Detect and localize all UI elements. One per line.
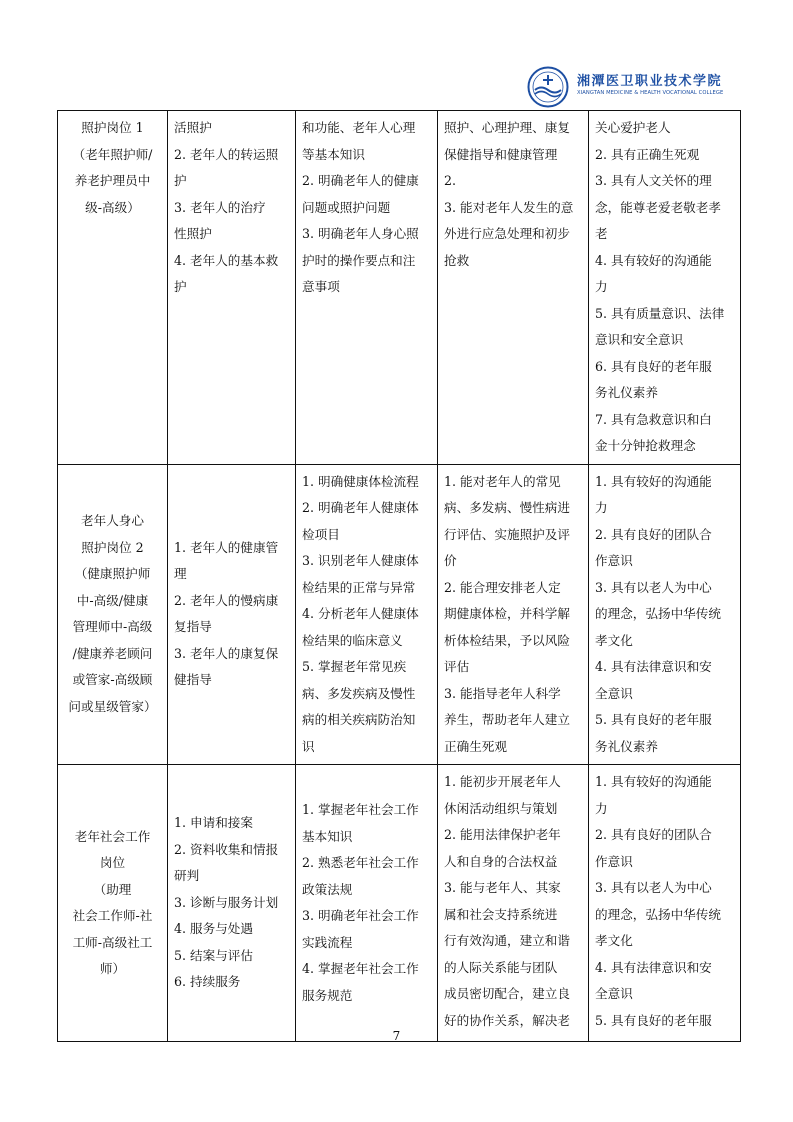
- cell-line: 社会工作师-社: [72, 908, 153, 923]
- cell-line: 3. 明确老年人身心照: [302, 226, 419, 241]
- cell-line: 4. 具有法律意识和安: [595, 659, 712, 674]
- cell-line: 5. 具有良好的老年服: [595, 712, 712, 727]
- cell-line: 1. 具有较好的沟通能: [595, 473, 712, 489]
- cell-line: 7. 具有急救意识和白: [595, 411, 712, 427]
- knowledge-cell: [296, 765, 438, 1042]
- cell-line: 3. 能对老年人发生的意: [444, 199, 574, 215]
- cell-line: 问题或照护问题: [302, 199, 391, 215]
- cell-line: 护: [174, 279, 187, 294]
- qualities-cell: [589, 111, 741, 465]
- cell-line: 2. 具有良好的团队合: [595, 827, 712, 842]
- cell-line: 力: [595, 800, 608, 816]
- cell-line: 政策法规: [302, 881, 353, 897]
- cell-line: 孝文化: [595, 632, 633, 648]
- cell-line: 2. 熟悉老年社会工作: [302, 855, 419, 870]
- page-number: 7: [392, 1029, 401, 1043]
- cell-line: 2. 明确老年人的健康: [302, 173, 419, 188]
- cell-line: 理: [174, 566, 187, 582]
- cell-line: 照护岗位 1: [81, 120, 144, 135]
- school-logo: [527, 66, 749, 108]
- cell-line: 级-高级）: [85, 199, 140, 215]
- cell-line: 养生，帮助老年人建立: [444, 712, 570, 727]
- cell-line: 人和自身的合法权益: [444, 853, 558, 869]
- cell-line: 2. 能用法律保护老年: [444, 827, 561, 842]
- cell-line: 意识和安全意识: [595, 332, 684, 347]
- cell-line: 实践流程: [302, 934, 353, 950]
- cell-line: 成员密切配合，建立良: [444, 986, 570, 1001]
- cell-line: 病的相关疾病防治知: [302, 712, 416, 727]
- qualities-cell: [589, 765, 741, 1042]
- cell-line: 期健康体检，并科学解: [444, 606, 570, 621]
- cell-line: 老年社会工作: [74, 828, 151, 844]
- tasks-cell: [168, 464, 296, 765]
- cell-line: 3. 能与老年人、其家: [444, 880, 561, 895]
- cell-line: 照护、心理护理、康复: [444, 120, 570, 135]
- cell-line: 3. 具有人文关怀的理: [595, 173, 712, 188]
- cell-line: 工师-高级社工: [72, 934, 153, 950]
- cell-line: 3. 具有以老人为中心: [595, 579, 712, 595]
- cell-line: 性照护: [174, 226, 212, 241]
- cell-line: 关心爱护老人: [595, 120, 671, 135]
- cell-line: 休闲活动组织与策划: [444, 800, 558, 816]
- cell-line: 1. 能初步开展老年人: [444, 774, 561, 789]
- cell-line: 1. 掌握老年社会工作: [302, 802, 419, 817]
- cell-line: 照护岗位 2: [81, 539, 144, 555]
- cell-line: 5. 具有质量意识、法律: [595, 305, 725, 321]
- cell-line: 1. 明确健康体检流程: [302, 473, 419, 489]
- cell-line: 检结果的正常与异常: [302, 579, 416, 595]
- cell-line: 3. 明确老年社会工作: [302, 908, 419, 923]
- cell-line: （健康照护师: [74, 566, 151, 582]
- cell-line: 评估: [444, 659, 470, 674]
- table-row: [58, 111, 741, 465]
- skills-cell: [438, 765, 589, 1042]
- cell-line: 的理念，弘扬中华传统: [595, 906, 721, 922]
- post-ability-table: [57, 110, 741, 1042]
- cell-line: 4. 具有法律意识和安: [595, 959, 712, 975]
- cell-line: 念，能尊老爱老敬老孝: [595, 199, 721, 215]
- table-row: [58, 464, 741, 765]
- cell-line: 2. 资料收集和情报: [174, 841, 279, 857]
- cell-line: 5. 掌握老年常见疾: [302, 659, 407, 674]
- cell-line: 务礼仪素养: [595, 385, 658, 400]
- cell-line: 5. 具有良好的老年服: [595, 1012, 712, 1028]
- cell-line: 价: [444, 553, 457, 568]
- cell-line: 抢救: [444, 252, 470, 268]
- cell-line: 2. 明确老年人健康体: [302, 500, 419, 515]
- cell-line: 保健指导和健康管理: [444, 146, 558, 162]
- cell-line: 和功能、老年人心理: [302, 120, 416, 135]
- cell-line: 行评估、实施照护及评: [444, 526, 570, 542]
- cell-line: 的人际关系能与团队: [444, 959, 558, 975]
- cell-line: 3. 具有以老人为中心: [595, 880, 712, 895]
- cell-line: 护时的操作要点和注: [302, 252, 416, 268]
- cell-line: 4. 分析老年人健康体: [302, 606, 419, 621]
- cell-line: 5. 结案与评估: [174, 947, 253, 963]
- cell-line: 作意识: [595, 853, 633, 869]
- cell-line: 基本知识: [302, 828, 353, 844]
- school-name-cn: 湘潭医卫职业技术学院: [577, 74, 723, 89]
- cell-line: 6. 具有良好的老年服: [595, 358, 712, 374]
- cell-line: 养老护理员中: [74, 173, 151, 188]
- cell-line: 2. 老年人的慢病康: [174, 592, 279, 608]
- cell-line: 老年人身心: [81, 513, 144, 529]
- cell-line: /健康养老顾问: [72, 645, 153, 661]
- cell-line: 的理念，弘扬中华传统: [595, 606, 721, 621]
- cell-line: （助理: [93, 881, 132, 897]
- cell-line: 研判: [174, 868, 200, 884]
- tasks-cell: [168, 111, 296, 465]
- qualities-cell: [589, 464, 741, 765]
- cell-line: 问或星级管家）: [68, 698, 157, 714]
- cell-line: 1. 具有较好的沟通能: [595, 774, 712, 789]
- cell-line: 4. 服务与处遇: [174, 921, 253, 937]
- cell-line: 6. 持续服务: [174, 974, 241, 990]
- cell-line: 或管家-高级顾: [72, 672, 153, 688]
- table-body: [58, 111, 741, 1042]
- knowledge-cell: [296, 111, 438, 465]
- cell-line: 1. 老年人的健康管: [174, 539, 279, 555]
- knowledge-cell: [296, 464, 438, 765]
- tasks-cell: [168, 765, 296, 1042]
- cell-line: 2. 能合理安排老人定: [444, 579, 561, 595]
- cell-line: 2.: [444, 173, 457, 188]
- cell-line: 中-高级/健康: [76, 592, 149, 608]
- post-cell: [58, 464, 168, 765]
- cell-line: 力: [595, 500, 608, 515]
- table-row: [58, 765, 741, 1042]
- cell-line: 2. 具有正确生死观: [595, 146, 700, 162]
- cell-line: 3. 识别老年人健康体: [302, 553, 419, 568]
- cell-line: 2. 具有良好的团队合: [595, 526, 712, 542]
- cell-line: （老年照护师/: [72, 146, 153, 162]
- cell-line: 属和社会支持系统进: [444, 906, 558, 922]
- cell-line: 孝文化: [595, 933, 633, 948]
- cell-line: 管理师中-高级: [72, 619, 153, 635]
- cell-line: 病、多发病、慢性病进: [444, 500, 570, 515]
- cell-line: 全意识: [595, 685, 633, 701]
- post-cell: [58, 111, 168, 465]
- cell-line: 力: [595, 279, 608, 294]
- post-cell: [58, 765, 168, 1042]
- cell-line: 4. 老年人的基本救: [174, 252, 279, 268]
- cell-line: 检结果的临床意义: [302, 632, 403, 648]
- cell-line: 识: [302, 738, 315, 754]
- cell-line: 岗位: [99, 855, 126, 870]
- cell-line: 活照护: [174, 120, 212, 135]
- cell-line: 病、多发疾病及慢性: [302, 685, 416, 701]
- cell-line: 师）: [99, 961, 126, 976]
- cell-line: 4. 具有较好的沟通能: [595, 252, 712, 268]
- skills-cell: [438, 464, 589, 765]
- cell-line: 2. 老年人的转运照: [174, 146, 279, 162]
- cell-line: 检项目: [302, 526, 340, 542]
- cell-line: 全意识: [595, 986, 633, 1001]
- cell-line: 复指导: [174, 619, 212, 635]
- cell-line: 3. 老年人的康复保: [174, 645, 279, 661]
- cell-line: 4. 掌握老年社会工作: [302, 961, 419, 976]
- cell-line: 老: [595, 226, 608, 241]
- cell-line: 好的协作关系，解决老: [444, 1012, 570, 1028]
- cell-line: 1. 申请和接案: [174, 815, 253, 831]
- school-emblem-icon: [527, 66, 569, 108]
- cell-line: 3. 诊断与服务计划: [174, 894, 279, 910]
- cell-line: 等基本知识: [302, 146, 365, 162]
- cell-line: 3. 能指导老年人科学: [444, 685, 561, 701]
- cell-line: 外进行应急处理和初步: [444, 226, 570, 241]
- cell-line: 金十分钟抢救理念: [595, 438, 696, 453]
- cell-line: 3. 老年人的治疗: [174, 199, 266, 215]
- cell-line: 服务规范: [302, 987, 353, 1003]
- school-name-en: XIANGTAN MEDICINE & HEALTH VOCATIONAL COLLEGE: [577, 90, 724, 96]
- cell-line: 正确生死观: [444, 738, 507, 754]
- cell-line: 健指导: [174, 672, 212, 688]
- cell-line: 意事项: [302, 279, 340, 294]
- skills-cell: [438, 111, 589, 465]
- cell-line: 1. 能对老年人的常见: [444, 473, 561, 489]
- cell-line: 务礼仪素养: [595, 738, 658, 754]
- cell-line: 析体检结果，予以风险: [444, 632, 570, 648]
- cell-line: 作意识: [595, 553, 633, 568]
- cell-line: 护: [174, 173, 187, 188]
- cell-line: 行有效沟通，建立和谐: [444, 933, 570, 948]
